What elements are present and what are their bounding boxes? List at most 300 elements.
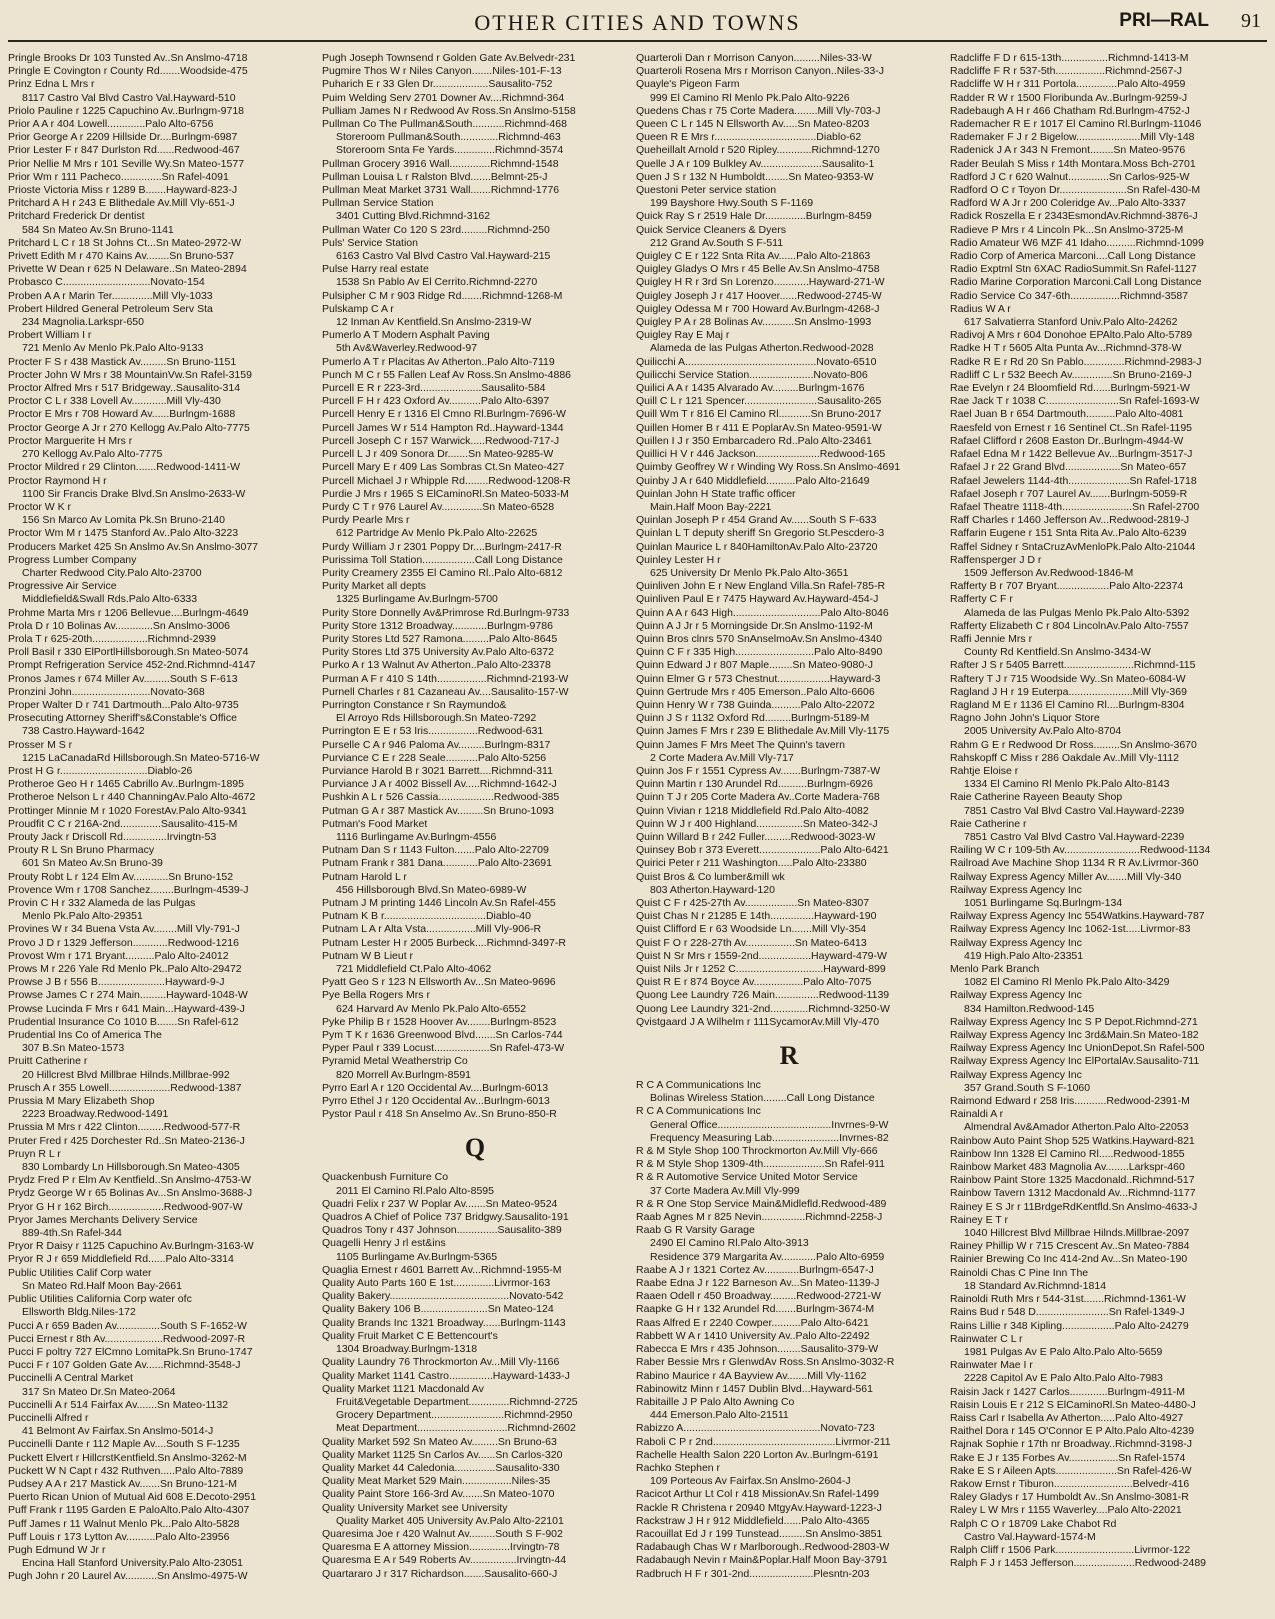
listing-line: Rainbow Inn 1328 El Camino Rl.....Redwood-1855 bbox=[950, 1147, 1185, 1160]
listing-line: Quong Lee Laundry 726 Main...............Redwood-1139 bbox=[636, 989, 890, 1002]
listing-line: Prosser M S r bbox=[8, 738, 73, 751]
listing-line: Purviance C E r 228 Seale...........Palo Alto-5256 bbox=[322, 751, 547, 764]
listing-line: Radabaugh Chas W r Marlborough..Redwood-2803-W bbox=[636, 1541, 890, 1554]
listing-line: Railway Express Agency Inc S P Depot.Richmnd-271 bbox=[950, 1015, 1198, 1028]
listing-line: 1116 Burlingame Av.Burlngm-4556 bbox=[336, 830, 497, 843]
listing-line: Raie Catherine Rayeen Beauty Shop bbox=[950, 791, 1123, 804]
listing-line: Quadri Felix r 237 W Poplar Av.......Sn Mateo-9524 bbox=[322, 1197, 558, 1210]
listing-line: Prudential Insurance Co 1010 B.......Sn Rafel-612 bbox=[8, 1015, 239, 1028]
listing-line: Prinz Edna L Mrs r bbox=[8, 78, 95, 91]
listing-line: Raapke G H r 132 Arundel Rd.......Burlngm-3674-M bbox=[636, 1303, 875, 1316]
listing-line: Pyramid Metal Weatherstrip Co bbox=[322, 1055, 468, 1068]
listing-line: 419 High.Palo Alto-23351 bbox=[964, 949, 1084, 962]
listing-line: Quinlan John H State traffic officer bbox=[636, 487, 796, 500]
listing-line: Pronzini John...........................Novato-368 bbox=[8, 685, 205, 698]
listing-line: 612 Partridge Av Menlo Pk.Palo Alto-22625 bbox=[336, 527, 538, 540]
listing-line: Ragland J H r 19 Euterpa......................Mill Vly-369 bbox=[950, 685, 1187, 698]
listing-line: Pystor Paul r 418 Sn Anselmo Av..Sn Bruno-850-R bbox=[322, 1108, 557, 1121]
listing-line: 1215 LaCanadaRd Hillsborough.Sn Mateo-5716-W bbox=[22, 751, 260, 764]
listing-line: Pryor James Merchants Delivery Service bbox=[8, 1213, 198, 1226]
listing-line: Railroad Ave Machine Shop 1134 R R Av.Livrmor-360 bbox=[950, 857, 1199, 870]
listing-line: Pringle Brooks Dr 103 Tunsted Av..Sn Anslmo-4718 bbox=[8, 52, 248, 64]
listing-line: 5th Av&Waverley.Redwood-97 bbox=[336, 342, 478, 355]
listing-line: 6163 Castro Val Blvd Castro Val.Hayward-215 bbox=[336, 250, 551, 263]
listing-line: Quigley Gladys O Mrs r 45 Belle Av.Sn Anslmo-4758 bbox=[636, 263, 880, 276]
listing-line: Radick Roszella E r 2343EsmondAv.Richmnd-3876-J bbox=[950, 210, 1198, 223]
listing-line: 18 Standard Av.Richmnd-1814 bbox=[964, 1279, 1107, 1292]
listing-line: Prompt Refrigeration Service 452-2nd.Richmnd-4147 bbox=[8, 659, 256, 672]
listing-line: Rafferty B r 707 Bryant..................Palo Alto-22374 bbox=[950, 580, 1184, 593]
listing-line: Rahskopff C Miss r 286 Oakdale Av..Mill Vly-1112 bbox=[950, 751, 1179, 764]
listing-line: Sn Mateo Rd.Half Moon Bay-2661 bbox=[22, 1279, 182, 1292]
listing-line: Prussia M Mrs r 422 Clinton.........Redwood-577-R bbox=[8, 1121, 241, 1134]
listing-line: 1509 Jefferson Av.Redwood-1846-M bbox=[964, 566, 1134, 579]
listing-line: Quinby J A r 640 Middlefield..........Palo Alto-21649 bbox=[636, 474, 870, 487]
listing-line: Raas Alfred E r 2240 Cowper..........Palo Alto-6421 bbox=[636, 1316, 869, 1329]
listing-line: 584 Sn Mateo Av.Sn Bruno-1141 bbox=[22, 223, 174, 236]
listing-line: Quinn Elmer G r 573 Chestnut..................Hayward-3 bbox=[636, 672, 881, 685]
listing-line: 199 Bayshore Hwy.South S F-1169 bbox=[650, 197, 814, 210]
listing-line: Purviance J A r 4002 Bissell Av.....Richmnd-1642-J bbox=[322, 778, 557, 791]
listing-line: Meat Department...............................Richmnd-2602 bbox=[336, 1422, 576, 1435]
listing-line: Queen C L r 145 N Ellsworth Av.....Sn Mateo-8203 bbox=[636, 118, 870, 131]
listing-line: Prouty Jack r Driscoll Rd...............Irvingtn-53 bbox=[8, 830, 217, 843]
listing-line: Pucci F poltry 727 ElCmno LomitaPk.Sn Bruno-1747 bbox=[8, 1345, 253, 1358]
listing-line: Raffensperger J D r bbox=[950, 553, 1042, 566]
listing-line: Ralph Cliff r 1506 Park...........................Livrmor-122 bbox=[950, 1543, 1191, 1556]
listing-line: Quinn Gertrude Mrs r 405 Emerson..Palo Alto-6606 bbox=[636, 685, 875, 698]
listing-line: Rafael Theatre 1118-4th........................Sn Rafel-2700 bbox=[950, 500, 1200, 513]
listing-line: Puccinelli A Central Market bbox=[8, 1372, 133, 1385]
listing-line: Rabino Maurice r 4A Bayview Av.......Mill Vly-1162 bbox=[636, 1369, 867, 1382]
listing-line: Pryor G H r 162 Birch...................Redwood-907-W bbox=[8, 1200, 243, 1213]
listing-line: Proctor Mildred r 29 Clinton.......Redwood-1411-W bbox=[8, 461, 241, 474]
listing-line: Pushkin A L r 526 Cassia...................Redwood-385 bbox=[322, 791, 560, 804]
listing-line: Ralph C O r 18709 Lake Chabot Rd bbox=[950, 1517, 1117, 1530]
listing-line: Rafter J S r 5405 Barrett........................Richmnd-115 bbox=[950, 659, 1196, 672]
listing-line: Public Utilities California Corp water ofc bbox=[8, 1293, 192, 1306]
listing-line: Almendral Av&Amador Atherton.Palo Alto-22053 bbox=[964, 1121, 1189, 1134]
listing-line: Pulliam James N r Redwood Av Ross.Sn Anslmo-5158 bbox=[322, 104, 576, 117]
listing-line: Puim Welding Serv 2701 Downer Av....Richmnd-364 bbox=[322, 91, 565, 104]
listing-line: Quinlan Joseph P r 454 Grand Av......South S F-633 bbox=[636, 514, 877, 527]
listing-line: Quimby Geoffrey W r Winding Wy Ross.Sn Anslmo-4691 bbox=[636, 461, 901, 474]
listing-line: Rakow Ernst r Tiburon...........................Belvedr-416 bbox=[950, 1477, 1190, 1490]
listing-line: 820 Morrell Av.Burlngm-8591 bbox=[336, 1068, 472, 1081]
listing-line: Punch M C r 55 Fallen Leaf Av Ross.Sn Anslmo-4886 bbox=[322, 368, 572, 381]
listing-line: Rafael J r 22 Grand Blvd...................Sn Mateo-657 bbox=[950, 461, 1187, 474]
listing-line: Quigley P A r 28 Bolinas Av...........Sn Anslmo-1993 bbox=[636, 316, 872, 329]
listing-line: Quadros A Chief of Police 737 Bridgwy.Sausalito-191 bbox=[322, 1211, 569, 1224]
listing-line: Quality Laundry 76 Throckmorton Av...Mill Vly-1166 bbox=[322, 1356, 560, 1369]
listing-line: Putnam Lester H r 2005 Burbeck....Richmnd-3497-R bbox=[322, 936, 566, 949]
listing-line: Purcell Joseph C r 157 Warwick.....Redwood-717-J bbox=[322, 434, 560, 447]
listing-line: Purcell Michael J r Whipple Rd........Redwood-1208-R bbox=[322, 474, 571, 487]
listing-line: Puckett Elvert r HillcrstKentfield.Sn Anslmo-3262-M bbox=[8, 1451, 247, 1464]
listing-line: Puccinelli A r 514 Fairfax Av.......Sn Mateo-1132 bbox=[8, 1398, 229, 1411]
listing-line: Purity Creamery 2355 El Camino Rl..Palo Alto-6812 bbox=[322, 566, 563, 579]
listing-line: Prydz Fred P r Elm Av Kentfield..Sn Anslmo-4753-W bbox=[8, 1174, 251, 1187]
listing-line: Rainbow Tavern 1312 Macdonald Av...Richmnd-1177 bbox=[950, 1187, 1196, 1200]
listing-line: 1051 Burlingame Sq.Burlngm-134 bbox=[964, 897, 1123, 909]
listing-line: Prohme Marta Mrs r 1206 Bellevue....Burlngm-4649 bbox=[8, 606, 249, 619]
listing-line: Ellsworth Bldg.Niles-172 bbox=[22, 1306, 136, 1319]
listing-line: Rahtje Eloise r bbox=[950, 764, 1019, 777]
listing-line: Pucci Ernest r 8th Av....................Redwood-2097-R bbox=[8, 1332, 246, 1345]
listing-line: Quinn J S r 1132 Oxford Rd.........Burlngm-5189-M bbox=[636, 712, 870, 725]
listing-line: Rainwater C L r bbox=[950, 1332, 1023, 1345]
listing-line: Purdy C T r 976 Laurel Av..............Sn Mateo-6528 bbox=[322, 500, 555, 513]
listing-line: 7851 Castro Val Blvd Castro Val.Hayward-2239 bbox=[964, 804, 1185, 817]
listing-line: Quinn T J r 205 Corte Madera Av..Corte Madera-768 bbox=[636, 791, 880, 804]
listing-line: Radieve P Mrs r 4 Lincoln Pk...Sn Anslmo-3725-M bbox=[950, 223, 1184, 236]
listing-line: Rackle R Christena r 20940 MtgyAv.Hayward-1223-J bbox=[636, 1501, 882, 1514]
listing-line: Purnell Charles r 81 Cazaneau Av....Sausalito-157-W bbox=[322, 685, 569, 698]
listing-line: Quagelli Henry J rl est&ins bbox=[322, 1237, 446, 1250]
listing-line: Radford W A Jr r 200 Coleridge Av...Palo Alto-3337 bbox=[950, 197, 1186, 210]
listing-line: Quist Bros & Co lumber&mill wk bbox=[636, 870, 785, 883]
listing-line: Putnam W B Lieut r bbox=[322, 949, 414, 962]
listing-line: Quinn Edward J r 807 Maple........Sn Mateo-9080-J bbox=[636, 659, 873, 672]
listing-line: Purity Market all depts bbox=[322, 580, 426, 593]
listing-line: Quinn A A r 643 High..............................Palo Alto-8046 bbox=[636, 606, 889, 619]
listing-line: Middlefield&Swall Rds.Palo Alto-6333 bbox=[22, 593, 198, 606]
listing-line: Quality Market 405 University Av.Palo Alto-22101 bbox=[336, 1514, 564, 1527]
listing-line: Quinn Willard B r 242 Fuller.........Redwood-3023-W bbox=[636, 830, 876, 843]
listing-line: Prouty R L Sn Bruno Pharmacy bbox=[8, 844, 155, 857]
listing-line: Rake E S r Aileen Apts.....................Sn Rafel-426-W bbox=[950, 1464, 1192, 1477]
listing-line: 1334 El Camino Rl Menlo Pk.Palo Alto-8143 bbox=[964, 778, 1170, 791]
listing-line: Rake E J r 135 Forbes Av.................Sn Rafel-1574 bbox=[950, 1451, 1186, 1464]
listing-line: Puff Louis r 173 Lytton Av..........Palo Alto-23956 bbox=[8, 1530, 230, 1543]
listing-line: Raffel Sidney r SntaCruzAvMenloPk.Palo Alto-21044 bbox=[950, 540, 1196, 553]
listing-line: Radcliffe W H r 311 Portola..............Palo Alto-4959 bbox=[950, 78, 1186, 91]
page-title: OTHER CITIES AND TOWNS bbox=[474, 10, 801, 35]
listing-line: Pullman Meat Market 3731 Wall.......Richmnd-1776 bbox=[322, 184, 560, 197]
listing-line: Purrington E E r 53 Iris.................Redwood-631 bbox=[322, 725, 544, 738]
listing-line: Pruitt Catherine r bbox=[8, 1055, 88, 1068]
listing-line: Radford O C r Toyon Dr.......................Sn Rafel-430-M bbox=[950, 184, 1201, 197]
listing-line: Raffi Jennie Mrs r bbox=[950, 632, 1033, 645]
listing-line: Purcell James W r 514 Hampton Rd..Hayward-1344 bbox=[322, 421, 564, 434]
listing-line: 889-4th.Sn Rafel-344 bbox=[22, 1227, 122, 1240]
listing-line: Rackstraw J H r 912 Middlefield......Palo Alto-4365 bbox=[636, 1514, 870, 1527]
listing-line: Quinley Lester H r bbox=[636, 553, 721, 566]
listing-line: Quality Market 1125 Sn Carlos Av......Sn Carlos-320 bbox=[322, 1448, 563, 1461]
listing-line: Pritchard A H r 243 E Blithedale Av.Mill Vly-651-J bbox=[8, 197, 235, 210]
listing-line: Producers Market 425 Sn Anslmo Av.Sn Anslmo-3077 bbox=[8, 540, 258, 553]
listing-line: Putnam Dan S r 1143 Fulton.......Palo Alto-22709 bbox=[322, 844, 549, 857]
listing-line: Pugh Edmund W Jr r bbox=[8, 1543, 106, 1556]
listing-line: Ralph F J r 1453 Jefferson.....................Redwood-2489 bbox=[950, 1557, 1207, 1570]
listing-line: Pucci A r 659 Baden Av...............South S F-1652-W bbox=[8, 1319, 247, 1332]
listing-line: Storeroom Pullman&South.............Richmnd-463 bbox=[336, 131, 561, 144]
listing-line: Quackenbush Furniture Co bbox=[322, 1171, 449, 1184]
listing-line: Qvistgaard J A Wilhelm r 111SycamorAv.Mill Vly-470 bbox=[636, 1015, 880, 1028]
listing-line: 7851 Castro Val Blvd Castro Val.Hayward-2239 bbox=[964, 830, 1185, 843]
listing-line: 721 Menlo Av Menlo Pk.Palo Alto-9133 bbox=[22, 342, 204, 355]
listing-line: Quigley H R r 3rd Sn Lorenzo............Hayward-271-W bbox=[636, 276, 885, 289]
listing-line: Residence 379 Margarita Av............Palo Alto-6959 bbox=[650, 1250, 885, 1263]
page-header bbox=[8, 6, 1267, 42]
listing-line: Rabizzo A...............................................Novato-723 bbox=[636, 1422, 875, 1435]
listing-line: Rachko Stephen r bbox=[636, 1461, 721, 1474]
listing-line: Fruit&Vegetable Department..............Richmnd-2725 bbox=[336, 1395, 578, 1408]
listing-line: Railway Express Agency Inc bbox=[950, 883, 1082, 896]
listing-line: Quinn Henry W r 738 Guinda..........Palo Alto-22072 bbox=[636, 698, 875, 711]
listing-line: Purity Stores Ltd 375 University Av.Palo Alto-6372 bbox=[322, 646, 554, 659]
directory-column-3 bbox=[636, 52, 942, 1612]
listing-line: Putnam L A r Alta Vsta.................Mill Vly-906-R bbox=[322, 923, 542, 936]
listing-line: Alameda de las Pulgas Atherton.Redwood-2028 bbox=[650, 342, 874, 355]
listing-line: Quilicchi Service Station......................Novato-806 bbox=[636, 368, 868, 381]
listing-line: Quinliven John E r New England Villa.Sn Rafel-785-R bbox=[636, 580, 886, 593]
listing-line: Proben A A r Marin Ter..............Mill Vly-1033 bbox=[8, 289, 213, 302]
listing-line: Prosecuting Attorney Sheriff's&Constable's Office bbox=[8, 712, 237, 725]
listing-line: Ragland M E r 1136 El Camino Rl....Burlngm-8304 bbox=[950, 698, 1185, 711]
listing-line: Quist F O r 228-27th Av.................Sn Mateo-6413 bbox=[636, 936, 867, 949]
listing-line: Quartararo J r 317 Richardson.......Sausalito-660-J bbox=[322, 1567, 558, 1580]
listing-line: Quality Meat Market 529 Main.................Niles-35 bbox=[322, 1475, 551, 1488]
listing-line: Progressive Air Service bbox=[8, 580, 117, 593]
listing-line: Pulskamp C A r bbox=[322, 302, 394, 315]
listing-line: Radcliffe F R r 537-5th.................Richmnd-2567-J bbox=[950, 65, 1183, 78]
listing-line: Proctor W K r bbox=[8, 500, 72, 513]
listing-line: R & R One Stop Service Main&Midlefld.Redwood-489 bbox=[636, 1197, 887, 1210]
listing-line: Rader Beulah S Miss r 14th Montara.Moss Bch-2701 bbox=[950, 157, 1196, 170]
listing-line: Quinlan Maurice L r 840HamiltonAv.Palo Alto-23720 bbox=[636, 540, 878, 553]
listing-line: Priolo Pauline r 1225 Capuchino Av..Burlngm-9718 bbox=[8, 104, 245, 117]
listing-line: Radio Marine Corporation Marconi.Call Long Distance bbox=[950, 276, 1202, 289]
listing-line: Rains Bud r 548 D.........................Sn Rafel-1349-J bbox=[950, 1306, 1185, 1319]
listing-line: Rahm G E r Redwood Dr Ross.........Sn Anslmo-3670 bbox=[950, 738, 1197, 751]
listing-line: Storeroom Snta Fe Yards..............Richmnd-3574 bbox=[336, 144, 564, 157]
listing-line: Railway Express Agency Inc 1062-1st.....Livrmor-83 bbox=[950, 923, 1191, 936]
listing-line: Railway Express Agency Inc 554Watkins.Hayward-787 bbox=[950, 910, 1205, 923]
listing-line: Pyrro Ethel J r 120 Occidental Av...Burlngm-6013 bbox=[322, 1095, 550, 1108]
listing-line: Raley L W Mrs r 1155 Waverley....Palo Alto-22021 bbox=[950, 1504, 1182, 1517]
listing-line: 803 Atherton.Hayward-120 bbox=[650, 883, 775, 896]
listing-line: Pym T K r 1636 Greenwood Blvd.......Sn Carlos-744 bbox=[322, 1029, 563, 1042]
listing-line: Prusch A r 355 Lowell.....................Redwood-1387 bbox=[8, 1081, 242, 1094]
listing-line: Raabe Edna J r 122 Barneson Av...Sn Mateo-1139-J bbox=[636, 1277, 880, 1290]
listing-line: Purdy William J r 2301 Poppy Dr....Burlngm-2417-R bbox=[322, 540, 562, 553]
listing-line: 624 Harvard Av Menlo Pk.Palo Alto-6552 bbox=[336, 1002, 527, 1015]
listing-line: Purdy Pearle Mrs r bbox=[322, 514, 410, 527]
listing-line: Bolinas Wireless Station........Call Long Distance bbox=[650, 1092, 875, 1105]
listing-line: Purity Store Donnelly Av&Primrose Rd.Burlngm-9733 bbox=[322, 606, 570, 619]
listing-line: Radio Service Co 347-6th.................Richmnd-3587 bbox=[950, 289, 1189, 302]
listing-line: Quilici A A r 1435 Alvarado Av.........Burlngm-1676 bbox=[636, 382, 865, 395]
listing-line: Raffarin Eugene r 151 Snta Rita Av..Palo Alto-6239 bbox=[950, 527, 1187, 540]
listing-line: Putman G A r 387 Mastick Av.........Sn Bruno-1093 bbox=[322, 804, 554, 817]
listing-line: Purviance Harold B r 3021 Barrett....Richmnd-311 bbox=[322, 764, 553, 777]
listing-line: Rachelle Health Salon 220 Lorton Av..Burlngm-6191 bbox=[636, 1448, 879, 1461]
listing-line: Proctor Alfred Mrs r 517 Bridgeway..Sausalito-314 bbox=[8, 382, 241, 395]
listing-line: Pullman Louisa L r Ralston Blvd.......Belmnt-25-J bbox=[322, 170, 548, 183]
listing-line: Quaresma E A attorney Mission..............Irvingtn-78 bbox=[322, 1541, 560, 1554]
listing-line: Quist Nils Jr r 1252 C..............................Hayward-899 bbox=[636, 963, 886, 976]
listing-line: Quillen Homer B r 411 E PoplarAv.Sn Mateo-9591-W bbox=[636, 421, 882, 434]
listing-line: Prior A A r 404 Lowell.............Palo Alto-6756 bbox=[8, 118, 214, 131]
listing-line: Rafael Joseph r 707 Laurel Av.......Burlngm-5059-R bbox=[950, 487, 1188, 500]
listing-line: Rafael Jewelers 1144-4th.....................Sn Rafel-1718 bbox=[950, 474, 1197, 487]
listing-line: Rabinowitz Minn r 1457 Dublin Blvd...Hayward-561 bbox=[636, 1382, 873, 1395]
listing-line: 20 Hillcrest Blvd Millbrae Hilnds.Millbrae-992 bbox=[22, 1068, 230, 1081]
listing-line: Purissima Toll Station..................Call Long Distance bbox=[322, 553, 563, 566]
listing-line: Prudential Ins Co of America The bbox=[8, 1029, 162, 1042]
listing-line: Prola T r 625-20th...................Richmnd-2939 bbox=[8, 632, 216, 645]
listing-line: Rainoldi Ruth Mrs r 544-31st.......Richmnd-1361-W bbox=[950, 1293, 1186, 1306]
listing-line: Rae Jack T r 1038 C.........................Sn Rafel-1693-W bbox=[950, 395, 1200, 408]
listing-line: Menlo Pk.Palo Alto-29351 bbox=[22, 910, 143, 923]
listing-line: Rafael Clifford r 2608 Easton Dr..Burlngm-4944-W bbox=[950, 434, 1184, 447]
listing-line: Menlo Park Branch bbox=[950, 963, 1040, 976]
listing-line: Railway Express Agency Inc 3rd&Main.Sn Mateo-182 bbox=[950, 1029, 1199, 1042]
listing-line: 270 Kellogg Av.Palo Alto-7775 bbox=[22, 448, 163, 461]
listing-line: Pruter Fred r 425 Dorchester Rd..Sn Mateo-2136-J bbox=[8, 1134, 245, 1147]
listing-line: Rabitaille J P Palo Alto Awning Co bbox=[636, 1395, 795, 1408]
listing-line: Proper Walter D r 741 Dartmouth...Palo Alto-9735 bbox=[8, 698, 239, 711]
listing-line: Purselle C A r 946 Paloma Av.........Burlngm-8317 bbox=[322, 738, 551, 751]
listing-line: Quist Clifford E r 63 Woodside Ln.......Mill Vly-354 bbox=[636, 923, 867, 936]
listing-line: Radke H T r 5605 Alta Punta Av...Richmnd-378-W bbox=[950, 342, 1182, 355]
listing-line: Protheroe Geo H r 1465 Cabrillo Av..Burlngm-1895 bbox=[8, 778, 244, 791]
listing-line: Rainey E T r bbox=[950, 1213, 1008, 1226]
listing-line: Putman's Food Market bbox=[322, 817, 428, 830]
listing-line: Raimond Edward r 258 Iris...........Redwood-2391-M bbox=[950, 1095, 1190, 1108]
listing-line: Quill Wm T r 816 El Camino Rl...........Sn Bruno-2017 bbox=[636, 408, 882, 421]
listing-line: Radke R E r Rd 20 Sn Pablo..............Richmnd-2983-J bbox=[950, 355, 1202, 368]
listing-line: Pronos James r 674 Miller Av.........South S F-613 bbox=[8, 672, 238, 685]
listing-line: Pucci F r 107 Golden Gate Av......Richmnd-3548-J bbox=[8, 1359, 241, 1372]
directory-column-1 bbox=[8, 52, 314, 1612]
listing-line: Quedens Chas r 75 Corte Madera........Mill Vly-703-J bbox=[636, 104, 881, 117]
listing-line: 317 Sn Mateo Dr.Sn Mateo-2064 bbox=[22, 1385, 176, 1398]
listing-line: Quick Ray S r 2519 Hale Dr..............Burlngm-8459 bbox=[636, 210, 872, 223]
listing-line: Quality Market 1121 Macdonald Av bbox=[322, 1382, 484, 1395]
listing-line: Prior George A r 2209 Hillside Dr....Burlngm-6987 bbox=[8, 131, 238, 144]
listing-line: 721 Middlefield Ct.Palo Alto-4062 bbox=[336, 963, 492, 976]
listing-line: 625 University Dr Menlo Pk.Palo Alto-3651 bbox=[650, 566, 849, 579]
listing-line: 2011 El Camino Rl.Palo Alto-8595 bbox=[336, 1184, 494, 1197]
listing-line: Purcell Henry E r 1316 El Cmno Rl.Burlngm-7696-W bbox=[322, 408, 566, 421]
listing-line: 1325 Burlingame Av.Burlngm-5700 bbox=[336, 593, 498, 606]
listing-line: Pyper Paul r 339 Locust...................Sn Rafel-473-W bbox=[322, 1042, 565, 1055]
listing-line: Quelle J A r 109 Bulkley Av.....................Sausalito-1 bbox=[636, 157, 875, 170]
listing-line: 456 Hillsborough Blvd.Sn Mateo-6989-W bbox=[336, 883, 527, 896]
listing-line: Quadros Tony r 437 Johnson..............Sausalito-389 bbox=[322, 1224, 562, 1237]
listing-line: Quality Fruit Market C E Bettencourt's bbox=[322, 1329, 498, 1342]
listing-line: Quality Bakery.........................................Novato-542 bbox=[322, 1290, 564, 1303]
listing-line: Putnam J M printing 1446 Lincoln Av.Sn Rafel-455 bbox=[322, 897, 556, 909]
listing-line: Quigley C E r 122 Snta Rita Av......Palo Alto-21863 bbox=[636, 250, 871, 263]
listing-line: County Rd Kentfield.Sn Anslmo-3434-W bbox=[964, 646, 1151, 659]
listing-line: Quillen I J r 350 Embarcadero Rd..Palo Alto-23461 bbox=[636, 434, 872, 447]
listing-line: Rabbett W A r 1410 University Av..Palo Alto-22492 bbox=[636, 1329, 870, 1342]
listing-line: Radenick J A r 343 N Fremont........Sn Mateo-9576 bbox=[950, 144, 1186, 157]
listing-line: Prior Wm r 111 Pacheco..............Sn Rafel-4091 bbox=[8, 170, 229, 183]
listing-line: Putnam K B r...................................Diablo-40 bbox=[322, 910, 531, 923]
listing-line: Raiss Carl r Isabella Av Atherton.....Palo Alto-4927 bbox=[950, 1411, 1184, 1424]
listing-line: Radbruch H F r 301-2nd......................Plesntn-203 bbox=[636, 1567, 870, 1580]
listing-line: Pye Bella Rogers Mrs r bbox=[322, 989, 430, 1002]
listing-line: Pulse Harry real estate bbox=[322, 263, 429, 276]
page-range: PRI—RAL bbox=[1119, 10, 1209, 31]
listing-line: 1105 Burlingame Av.Burlngm-5365 bbox=[336, 1250, 498, 1263]
directory-column-2 bbox=[322, 52, 628, 1612]
listing-line: Radcliffe F D r 615-13th................Richmnd-1413-M bbox=[950, 52, 1189, 64]
listing-line: Prows M r 226 Yale Rd Menlo Pk..Palo Alto-29472 bbox=[8, 963, 242, 976]
listing-line: Quinliven Paul E r 7475 Hayward Av.Hayward-454-J bbox=[636, 593, 879, 606]
listing-line: Puharich E r 33 Glen Dr...................Sausalito-752 bbox=[322, 78, 553, 91]
listing-line: Radivoj A Mrs r 604 Donohoe EPAlto.Palo Alto-5789 bbox=[950, 329, 1193, 342]
listing-line: Rabecca E Mrs r 435 Johnson........Sausalito-379-W bbox=[636, 1343, 879, 1356]
listing-line: Privette W Dean r 625 N Delaware..Sn Mateo-2894 bbox=[8, 263, 247, 276]
listing-line: Prior Lester F r 847 Durlston Rd......Redwood-467 bbox=[8, 144, 240, 157]
listing-line: Queheillalt Arnold r 520 Ripley............Richmnd-1270 bbox=[636, 144, 880, 157]
listing-line: Quinn James F Mrs r 239 E Blithedale Av.Mill Vly-1175 bbox=[636, 725, 890, 738]
listing-line: Prior Nellie M Mrs r 101 Seville Wy.Sn Mateo-1577 bbox=[8, 157, 245, 170]
listing-line: El Arroyo Rds Hillsborough.Sn Mateo-7292 bbox=[336, 712, 537, 725]
listing-line: Raab Agnes M r 825 Nevin...............Richmnd-2258-J bbox=[636, 1211, 883, 1224]
listing-line: Purcell Mary E r 409 Las Sombras Ct.Sn Mateo-427 bbox=[322, 461, 565, 474]
listing-line: Prouty Robt L r 124 Elm Av............Sn Bruno-152 bbox=[8, 870, 234, 883]
listing-line: Raley Gladys r 17 Humboldt Av..Sn Anslmo-3081-R bbox=[950, 1491, 1189, 1504]
section-letter: Q bbox=[464, 1133, 486, 1163]
listing-line: Pritchard L C r 18 St Johns Ct...Sn Mateo-2972-W bbox=[8, 236, 242, 249]
listing-line: Quist Chas N r 21285 E 14th...............Hayward-190 bbox=[636, 910, 877, 923]
listing-line: Raff Charles r 1460 Jefferson Av...Redwood-2819-J bbox=[950, 514, 1190, 527]
listing-line: Pryor R Daisy r 1125 Capuchino Av.Burlngm-3163-W bbox=[8, 1240, 254, 1253]
listing-line: Prioste Victoria Miss r 1289 B.......Hayward-823-J bbox=[8, 184, 238, 197]
listing-line: Radabaugh Nevin r Main&Poplar.Half Moon Bay-3791 bbox=[636, 1554, 888, 1567]
listing-line: Rafferty Elizabeth C r 804 LincolnAv.Palo Alto-7557 bbox=[950, 619, 1189, 632]
listing-line: 601 Sn Mateo Av.Sn Bruno-39 bbox=[22, 857, 163, 870]
listing-line: Pullman Service Station bbox=[322, 197, 434, 210]
listing-line: 12 Inman Av Kentfield.Sn Anslmo-2319-W bbox=[336, 316, 532, 329]
listing-line: Grocery Department.........................Richmnd-2950 bbox=[336, 1409, 573, 1422]
listing-line: Purdie J Mrs r 1965 S ElCaminoRl.Sn Mateo-5033-M bbox=[322, 487, 569, 500]
listing-line: Quality Auto Parts 160 E 1st..............Livrmor-163 bbox=[322, 1277, 551, 1290]
listing-line: Puccinelli Dante r 112 Maple Av....South S F-1235 bbox=[8, 1438, 240, 1451]
listing-line: Prost H G r..............................Diablo-26 bbox=[8, 764, 193, 777]
listing-line: Protheroe Nelson L r 440 ChanningAv.Palo Alto-4672 bbox=[8, 791, 256, 804]
listing-line: Quong Lee Laundry 321-2nd.............Richmnd-3250-W bbox=[636, 1002, 890, 1015]
listing-line: Quigley Joseph J r 417 Hoover......Redwood-2745-W bbox=[636, 289, 882, 302]
listing-line: Public Utilities Calif Corp water bbox=[8, 1266, 152, 1279]
listing-line: 830 Lombardy Ln Hillsborough.Sn Mateo-4305 bbox=[22, 1161, 240, 1174]
listing-line: R C A Communications Inc bbox=[636, 1079, 761, 1092]
listing-line: Racicot Arthur Lt Col r 418 MissionAv.Sn Rafel-1499 bbox=[636, 1488, 879, 1501]
listing-line: Purman A F r 410 S 14th.................Richmnd-2193-W bbox=[322, 672, 569, 685]
listing-line: Raisin Jack r 1427 Carlos.............Burlngm-4911-M bbox=[950, 1385, 1185, 1398]
listing-line: Pryor R J r 659 Middlefield Rd......Palo Alto-3314 bbox=[8, 1253, 234, 1266]
listing-line: Quayle's Pigeon Farm bbox=[636, 78, 740, 91]
listing-line: Proctor E Mrs r 708 Howard Av......Burlngm-1688 bbox=[8, 408, 236, 421]
page-number: 91 bbox=[1241, 10, 1261, 32]
listing-line: 1082 El Camino Rl Menlo Pk.Palo Alto-3429 bbox=[964, 976, 1170, 989]
listing-line: 3401 Cutting Blvd.Richmnd-3162 bbox=[336, 210, 491, 223]
listing-line: Provence Wm r 1708 Sanchez........Burlngm-4539-J bbox=[8, 883, 249, 896]
listing-line: 234 Magnolia.Larkspr-650 bbox=[22, 316, 144, 329]
listing-line: Pritchard Frederick Dr dentist bbox=[8, 210, 145, 223]
listing-line: Rainbow Paint Store 1325 Macdonald..Richmnd-517 bbox=[950, 1174, 1195, 1187]
listing-line: Rafferty C F r bbox=[950, 593, 1013, 606]
listing-line: 8117 Castro Val Blvd Castro Val.Hayward-510 bbox=[22, 91, 236, 104]
listing-line: Pyke Philip B r 1528 Hoover Av........Burlngm-8523 bbox=[322, 1015, 557, 1028]
listing-line: Quist N Sr Mrs r 1559-2nd..................Hayward-479-W bbox=[636, 949, 887, 962]
